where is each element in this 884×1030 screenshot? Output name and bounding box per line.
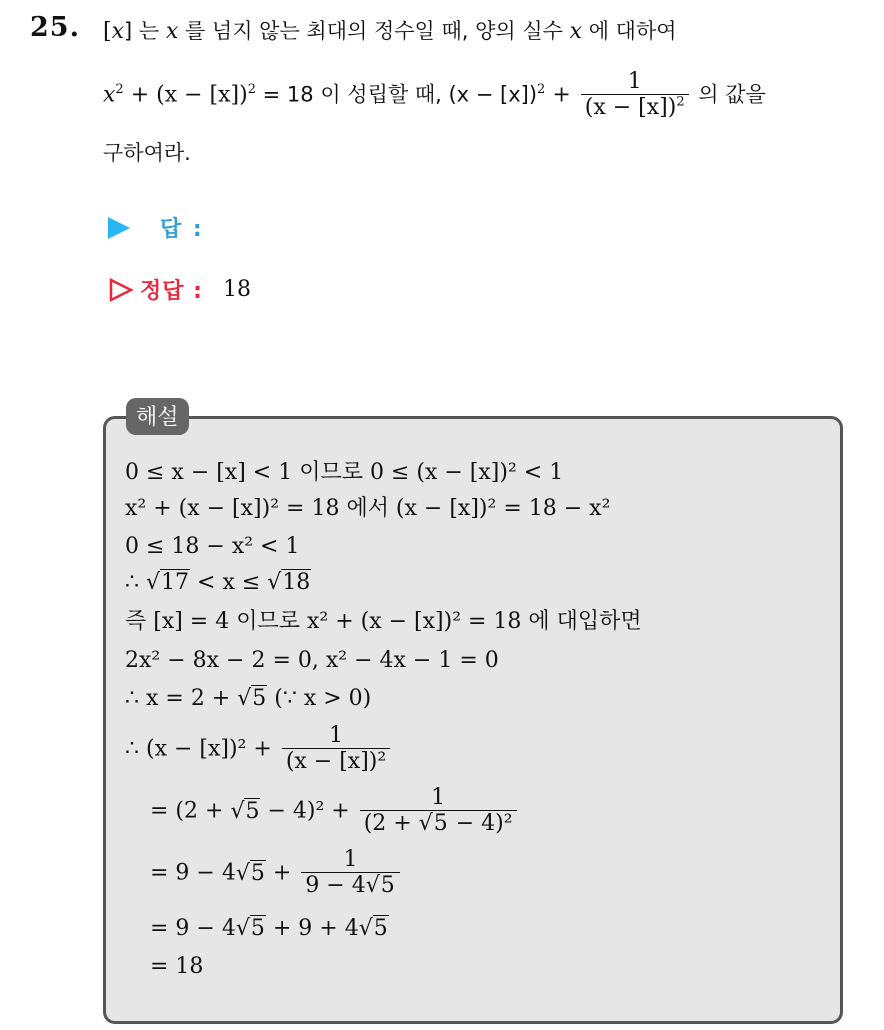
outline-triangle-icon xyxy=(108,277,134,303)
play-triangle-icon xyxy=(108,217,130,239)
question-number: 25. xyxy=(30,12,80,43)
question-line-1: [x] 는 x 를 넘지 않는 최대의 정수일 때, 양의 실수 x 에 대하여 xyxy=(103,19,677,44)
solution-line-8: ∴ (x − [x])² + $\frac{1}{\text{(x − [x])²}}$ xyxy=(125,724,393,775)
question-line-3: 구하여라. xyxy=(103,141,191,165)
solution-tag: 해설 xyxy=(126,398,189,435)
solution-line-2: x² + (x − [x])² = 18 에서 (x − [x])² = 18 − x² xyxy=(125,496,611,521)
question-fraction: $\frac{1}{(x - [x])^2}$ xyxy=(581,70,689,121)
solution-line-1: 0 ≤ x − [x] < 1 이므로 0 ≤ (x − [x])² < 1 xyxy=(125,460,564,485)
solution-line-6: 2x² − 8x − 2 = 0, x² − 4x − 1 = 0 xyxy=(125,648,499,673)
correct-answer-row xyxy=(108,274,251,305)
answer-label: 답 : xyxy=(160,217,204,242)
correct-answer-value: 18 xyxy=(222,277,251,302)
solution-line-9: = (2 + √5 − 4)² + $\frac{1}{\text{(2 + √5 − 4)²}}$ xyxy=(150,786,520,837)
solution-line-12: = 18 xyxy=(150,954,204,979)
solution-line-11: = 9 − 4√5 + 9 + 4√5 xyxy=(150,916,388,941)
solution-line-3: 0 ≤ 18 − x² < 1 xyxy=(125,534,300,559)
solution-line-4: ∴ √17 < x ≤ √18 xyxy=(125,570,311,595)
answer-row xyxy=(108,212,204,243)
correct-answer-label: 정답 : xyxy=(140,279,203,304)
solution-line-5: 즉 [x] = 4 이므로 x² + (x − [x])² = 18 에 대입하면 xyxy=(125,609,642,634)
question-line-2: $x^2 + (x - [x])^2 = 18$ 이 성립할 때, $(x - [x])^2$ + $\frac{1}{(x - [x])^2}$ 의 값을 xyxy=(103,69,766,120)
solution-line-10: = 9 − 4√5 + $\frac{1}{9 - 4√5}$ xyxy=(150,848,403,899)
solution-line-7: ∴ x = 2 + √5 (∵ x > 0) xyxy=(125,686,372,711)
